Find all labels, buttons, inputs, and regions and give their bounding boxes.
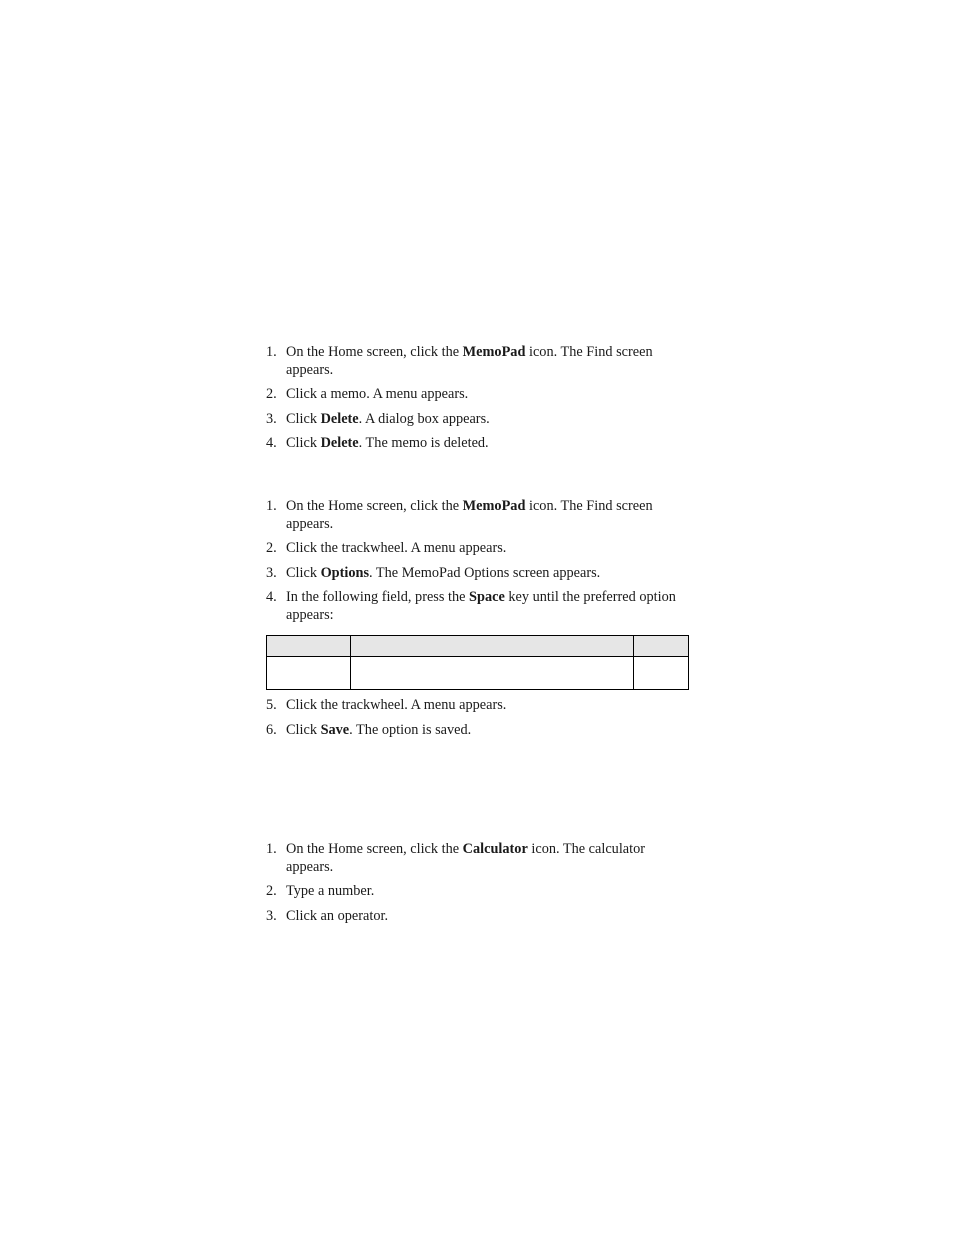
step-number: 3. [266,410,277,427]
step-item [266,565,688,583]
step-item [266,697,688,715]
step-number: 1. [266,498,277,514]
step-text: On the Home screen, click the [286,841,463,857]
step-number: 3. [266,564,277,581]
delete-memo-steps [266,344,688,453]
step-bold-term: Delete [320,435,359,451]
step-bold-term: Calculator [462,841,528,857]
step-text: Click an operator. [286,907,389,924]
step-item [266,498,688,533]
step-text: Click the trackwheel. A menu appears. [286,697,507,713]
table-cell [267,657,351,690]
memopad-options-steps [266,498,688,624]
table-header-cell [634,636,689,657]
step-text: . A dialog box appears. [358,410,490,427]
step-text: Click [286,721,321,738]
step-number: 1. [266,344,277,360]
step-bold-term: Save [320,721,350,738]
step-text: Type a number. [286,883,375,899]
step-bold-term: Options [320,564,370,581]
step-number: 2. [266,883,277,899]
step-item [266,908,688,926]
table-header-cell [351,636,634,657]
step-text: Click the trackwheel. A menu appears. [286,540,507,556]
step-text: . The MemoPad Options screen appears. [369,564,601,581]
step-number: 2. [266,540,277,556]
step-bold-term: MemoPad [462,498,526,514]
step-item [266,841,688,876]
step-text: . The memo is deleted. [358,435,489,451]
step-text: Click a memo. A menu appears. [286,386,469,402]
step-text: icon. The Find screen appears. [286,498,653,532]
step-text: In the following field, press the [286,589,470,605]
step-item [266,883,688,901]
step-bold-term: MemoPad [462,344,526,360]
step-text: icon. The calculator appears. [286,841,646,875]
step-item [266,386,688,404]
step-item [266,589,688,624]
step-text: . The option is saved. [349,721,472,738]
step-number: 6. [266,721,277,738]
step-text: On the Home screen, click the [286,498,463,514]
step-number: 4. [266,589,277,605]
step-item [266,540,688,558]
step-text: On the Home screen, click the [286,344,463,360]
step-bold-term: Space [469,589,505,605]
calculator-steps [266,841,688,925]
step-text: key until the preferred option appears: [286,589,676,623]
step-item [266,722,688,740]
step-item [266,411,688,429]
step-item [266,435,688,453]
options-table [266,635,689,690]
table-row [267,657,689,690]
step-text: icon. The Find screen appears. [286,344,653,378]
step-text: Click [286,564,321,581]
step-number: 3. [266,907,277,924]
table-header-row [267,636,689,657]
step-number: 1. [266,841,277,857]
table-cell [351,657,634,690]
step-bold-term: Delete [320,410,359,427]
table-cell [634,657,689,690]
step-item [266,344,688,379]
table-header-cell [267,636,351,657]
step-number: 2. [266,386,277,402]
step-number: 4. [266,435,277,451]
step-text: Click [286,435,321,451]
step-number: 5. [266,697,277,713]
memopad-options-steps-continued [266,697,688,739]
step-text: Click [286,410,321,427]
